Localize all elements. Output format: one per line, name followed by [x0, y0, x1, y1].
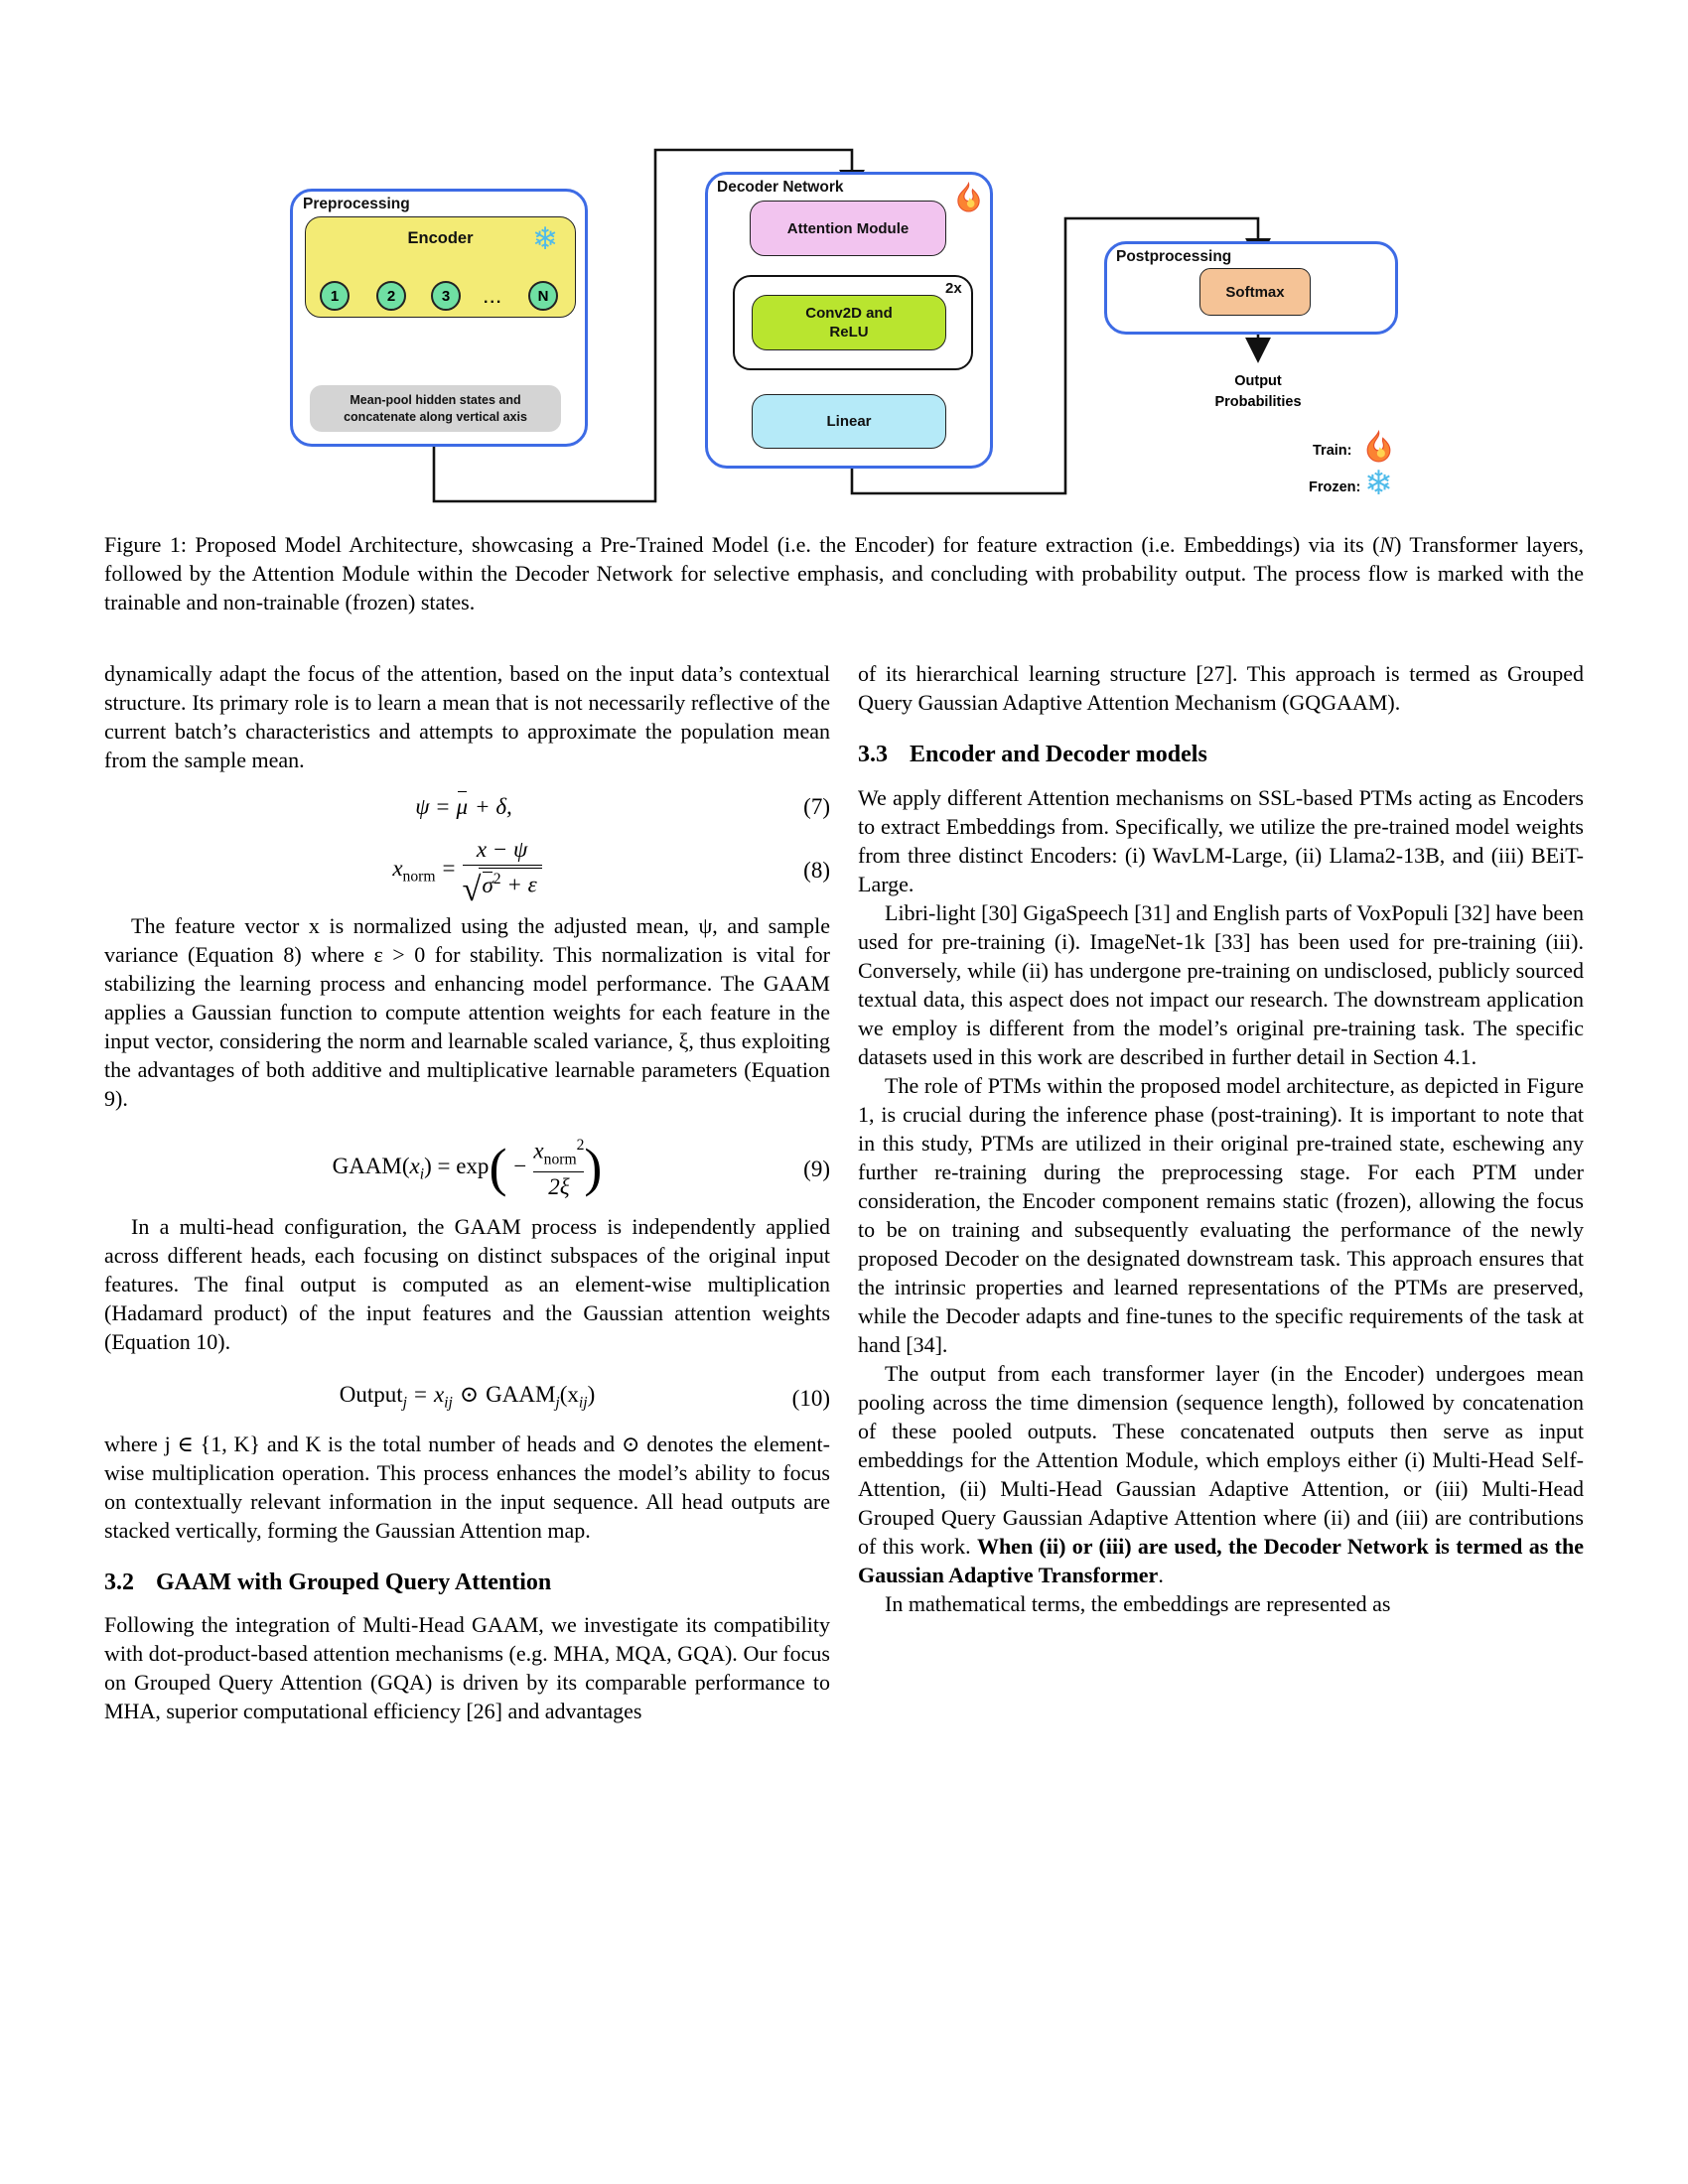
eq10-arg-sub: ij: [578, 1394, 588, 1412]
attention-module-box: [750, 201, 946, 256]
fire-icon: [955, 182, 982, 212]
snowflake-icon: ❄: [1364, 464, 1393, 503]
layer-3-label: 3: [441, 287, 451, 305]
eq10-arg: (x: [559, 1381, 579, 1407]
section-number: 3.3: [858, 742, 888, 767]
linear-label: Linear: [826, 413, 872, 430]
conv2d-relu-box: [752, 295, 946, 350]
eq8-radical: √: [462, 870, 482, 908]
equation-7: [104, 792, 830, 821]
encoder-label: Encoder: [407, 229, 474, 247]
eq10-output-sub: j: [402, 1394, 407, 1412]
layer-circle-n: [528, 281, 558, 311]
meanpool-box: [310, 385, 561, 432]
legend-train-label: Train:: [1313, 443, 1352, 459]
softmax-label: Softmax: [1225, 283, 1285, 301]
decoder-network-label: Decoder Network: [717, 179, 844, 196]
attention-module-label: Attention Module: [786, 219, 910, 237]
eq8-number: (8): [803, 858, 830, 884]
eq7-tail: + δ,: [475, 794, 512, 819]
eq10-number: (10): [791, 1386, 830, 1412]
conv2d-label-line1: Conv2D and: [805, 304, 893, 322]
paragraph: Following the integration of Multi-Head GAAM, we investigate its compatibility with dot-product-based attention mechanisms (e.g. MHA, MQA, GQA). Our focus on Grouped Query Attention (GQA) is driven by its comparable performance to MHA, superior computational efficiency [26] and advantages: [104, 1612, 830, 1724]
equation-8: [104, 837, 830, 908]
eq10-gaam-sub: j: [555, 1394, 560, 1412]
eq10-x1-sub: ij: [444, 1394, 453, 1412]
eq9-num-base: x: [533, 1138, 544, 1163]
eq10-equals: =: [413, 1381, 427, 1407]
fire-icon: [1364, 430, 1393, 463]
meanpool-label-line2: concatenate along vertical axis: [344, 409, 527, 424]
eq9-mid: ) = exp: [424, 1154, 490, 1179]
layer-n-label: N: [537, 287, 549, 305]
eq8-lhs-sub: norm: [402, 868, 436, 886]
layer-circle-3: [431, 281, 461, 311]
caption-var-n: N: [1379, 532, 1395, 557]
layer-1-label: 1: [330, 287, 340, 305]
eq9-prefix: GAAM(: [332, 1154, 410, 1179]
paragraph: The role of PTMs within the proposed model architecture, as depicted in Figure 1, is crucial during the inference phase (post-training). It is important to note that in this study, PTMs are utilized in their original pre-trained state, eschewing any further re-training during the preprocessing stage. For each PTM under consideration, the Encoder component remains static (frozen), allowing the focus to be on training and subsequently evaluating the performance of the newly proposed Decoder on the designated downstream task. This approach ensures that the intrinsic properties and learned representations of the PTMs are preserved, while the Decoder adapts and fine-tunes to the specific requirements of the task at hand [34].: [858, 1072, 1584, 1357]
caption-text: Figure 1: Proposed Model Architecture, showcasing a Pre-Trained Model (i.e. the Encoder) for feature extraction (i.e. Embeddings) via its (: [104, 532, 1380, 557]
eq8-lhs: x: [392, 855, 403, 881]
section-heading-3-3: [858, 741, 1584, 769]
postprocessing-label: Postprocessing: [1116, 248, 1232, 265]
section-title: GAAM with Grouped Query Attention: [156, 1569, 552, 1595]
eq10-output: Output: [339, 1381, 403, 1407]
softmax-box: [1199, 268, 1311, 316]
output-label-line1: Output: [1234, 373, 1282, 389]
paragraph: Libri-light [30] GigaSpeech [31] and English parts of VoxPopuli [32] have been used for pre-training (i). ImageNet-1k [33] has been used for pre-training (iii). Conversely, while (ii) has undergone pre-training on undisclosed, publicly sourced textual data, this aspect does not impact our research. The downstream application we employ is different from the model’s original pre-training task. The specific datasets used in this work are described in further detail in Section 4.1.: [858, 899, 1584, 1069]
equation-10: [104, 1380, 830, 1418]
caption-text-suffix: ) Transformer layers, followed by the Attention Module within the Decoder Network for selective emphasis, and concluding with probability output. The process flow is marked with the trainable and non-trainable (frozen) states.: [104, 532, 1584, 614]
paragraph: of its hierarchical learning structure [27]. This approach is termed as Grouped Query Gaussian Adaptive Attention Mechanism (GQGAAM).: [858, 661, 1584, 715]
snowflake-icon: ❄: [532, 221, 558, 257]
paragraph: [858, 1359, 1584, 1589]
paragraph-bold-text: When (ii) or (iii) are used, the Decoder Network is termed as the Gaussian Adaptive Transformer: [858, 1533, 1584, 1587]
output-probabilities-label: [1189, 371, 1328, 413]
eq9-x-sub: i: [419, 1165, 425, 1183]
layer-circle-1: [320, 281, 350, 311]
eq9-num-exp: 2: [576, 1137, 585, 1155]
repeat-2x-label: 2x: [945, 280, 962, 297]
section-heading-3-2: [104, 1569, 830, 1597]
eq10-x1: x: [433, 1381, 445, 1407]
eq9-x: x: [409, 1154, 420, 1179]
eq7-equals: =: [436, 794, 450, 819]
paragraph: where j ∈ {1, K} and K is the total number of heads and ⊙ denotes the element-wise multiplication operation. This process enhances the model’s ability to focus on contextually relevant information in the input sequence. All head outputs are stacked vertically, forming the Gaussian Attention map.: [104, 1431, 830, 1543]
eq7-mu-bar: μ: [456, 794, 469, 819]
eq8-sigma-exp: 2: [492, 871, 501, 888]
eq9-num-sub: norm: [543, 1151, 577, 1168]
eq9-fraction: [533, 1137, 584, 1200]
conv2d-label-line2: ReLU: [829, 324, 869, 341]
paragraph-text: The output from each transformer layer (in the Encoder) undergoes mean pooling across the time dimension (sequence length), followed by concatenation of these pooled outputs. These concatenated outputs then serve as input embeddings for the Attention Module, which employs either (i) Multi-Head Self-Attention, (ii) Multi-Head Gaussian Adaptive Attention, or (iii) Multi-Head Grouped Query Gaussian Adaptive Attention where (ii) and (iii) are contributions of this work.: [858, 1360, 1584, 1559]
eq10-odot: ⊙: [459, 1381, 480, 1407]
eq9-number: (9): [803, 1156, 830, 1181]
eq7-number: (7): [803, 794, 830, 819]
layer-2-label: 2: [386, 287, 396, 305]
ellipsis-dots: ...: [484, 290, 503, 307]
preprocessing-label: Preprocessing: [303, 196, 410, 212]
paragraph: We apply different Attention mechanisms on SSL-based PTMs acting as Encoders to extract Embeddings from. Specifically, we utilize the pre-trained model weights from three distinct Encoders: (i) WavLM-Large, (ii) Llama2-13B, and (iii) BEiT-Large.: [858, 784, 1584, 896]
eq9-lparen: (: [489, 1138, 507, 1198]
eq10-gaam: GAAM: [486, 1381, 556, 1407]
right-column: [858, 659, 1584, 1618]
eq9-rparen: ): [584, 1138, 603, 1198]
eq9-minus: −: [513, 1154, 527, 1179]
paragraph-text-end: .: [1158, 1562, 1164, 1587]
eq9-den: 2ξ: [548, 1173, 570, 1199]
legend-frozen-label: Frozen:: [1309, 479, 1361, 495]
layer-circle-2: [376, 281, 406, 311]
eq7-psi: ψ: [415, 794, 430, 819]
left-column: [104, 659, 830, 1725]
paragraph: dynamically adapt the focus of the attention, based on the input data’s contextual structure. Its primary role is to learn a mean that is not necessarily reflective of the current batch’s characteristics and attempts to approximate the population mean from the sample mean.: [104, 661, 830, 772]
meanpool-label-line1: Mean-pool hidden states and: [350, 392, 521, 407]
section-title: Encoder and Decoder models: [910, 742, 1207, 767]
figure-caption: [104, 530, 1584, 616]
eq8-den-tail: + ε: [506, 873, 537, 898]
eq8-fraction: [462, 837, 542, 908]
output-label-line2: Probabilities: [1214, 394, 1302, 411]
section-number: 3.2: [104, 1569, 134, 1595]
paragraph: In a multi-head configuration, the GAAM process is independently applied across different heads, each focusing on distinct subspaces of the original input features. The final output is computed as an element-wise multiplication (Hadamard product) of the input features and the Gaussian attention weights (Equation 10).: [104, 1213, 830, 1354]
linear-box: [752, 394, 946, 449]
eq10-close: ): [587, 1381, 596, 1407]
eq8-numerator: x − ψ: [476, 837, 528, 862]
eq8-sigma-bar: σ: [482, 873, 493, 898]
paragraph: The feature vector x is normalized using the adjusted mean, ψ, and sample variance (Equation 8) where ε > 0 for stability. This normalization is vital for stabilizing the learning process and enhancing model performance. The GAAM applies a Gaussian function to compute attention weights for each feature in the input vector, considering the norm and learnable scaled variance, ξ, thus exploiting the advantages of both additive and multiplicative learnable parameters (Equation 9).: [104, 913, 830, 1112]
paragraph: In mathematical terms, the embeddings are represented as: [885, 1590, 1391, 1616]
equation-9: [104, 1137, 830, 1200]
figure-1-architecture: [0, 0, 1688, 556]
eq8-equals: =: [442, 855, 456, 881]
